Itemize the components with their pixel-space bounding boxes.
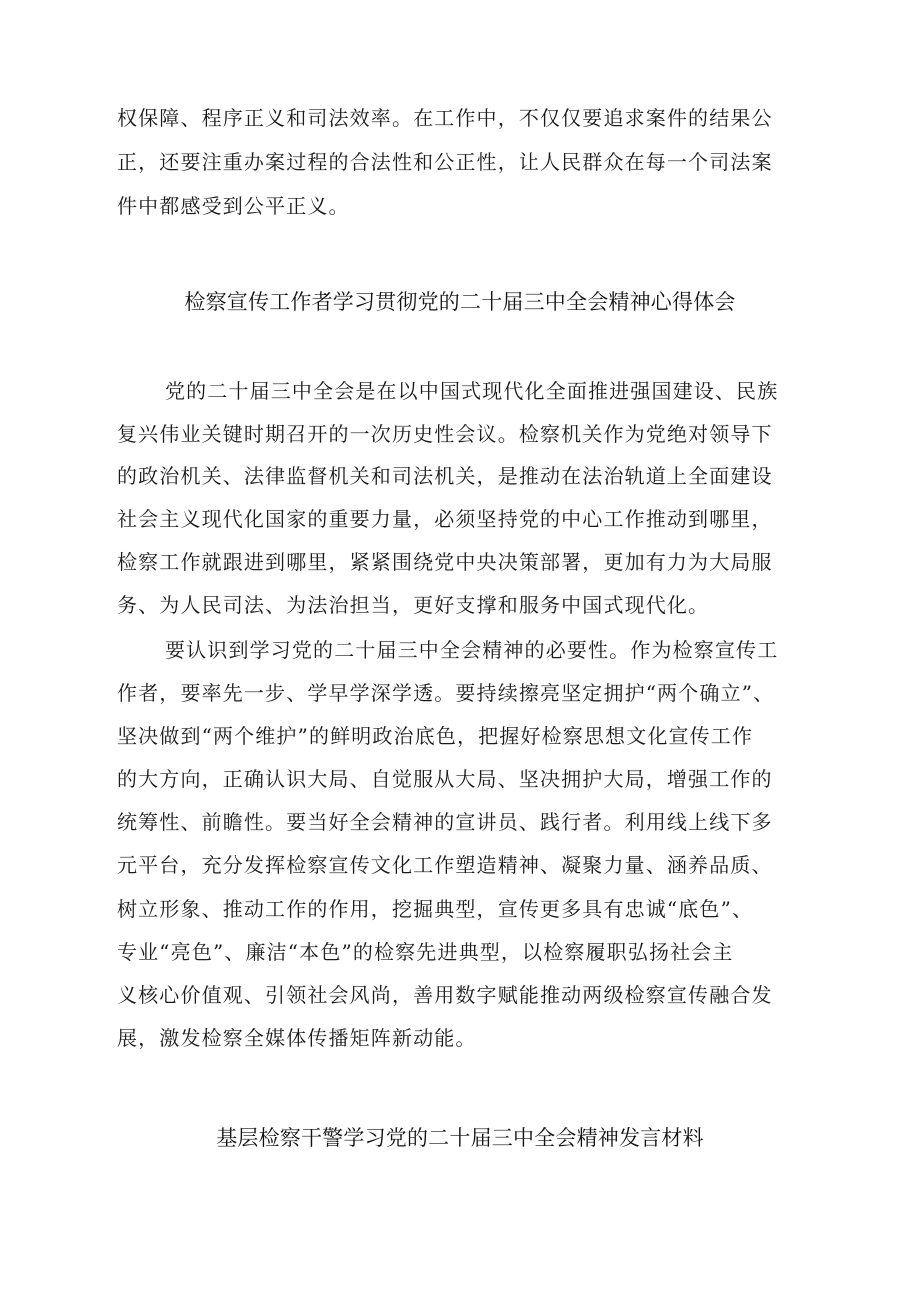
paragraph-2-line: 的大方向，正确认识大局、自觉服从大局、坚决拥护大局，增强工作的 (117, 767, 773, 791)
section-1-title: 检察宣传工作者学习贯彻党的二十届三中全会精神心得体会 (184, 290, 736, 314)
paragraph-1-line: 社会主义现代化国家的重要力量，必须坚持党的中心工作推动到哪里， (117, 507, 773, 531)
paragraph-2-line: 作者，要率先一步、学早学深学透。要持续擦亮坚定拥护“两个确立”、 (117, 681, 775, 705)
paragraph-1-line: 复兴伟业关键时期召开的一次历史性会议。检察机关作为党绝对领导下 (117, 422, 773, 446)
intro-text-line: 正，还要注重办案过程的合法性和公正性，让人民群众在每一个司法案 (117, 150, 773, 174)
section-2-title: 基层检察干警学习党的二十届三中全会精神发言材料 (216, 1126, 704, 1150)
paragraph-2-line: 要认识到学习党的二十届三中全会精神的必要性。作为检察宣传工 (165, 638, 779, 662)
paragraph-1-line: 党的二十届三中全会是在以中国式现代化全面推进强国建设、民族 (165, 379, 779, 403)
paragraph-2-line: 展，激发检察全媒体传播矩阵新动能。 (117, 1026, 477, 1050)
paragraph-2-line: 树立形象、推动工作的作用，挖掘典型，宣传更多具有忠诚“底色”、 (117, 897, 754, 921)
paragraph-2-line: 统筹性、前瞻性。要当好全会精神的宣讲员、践行者。利用线上线下多 (117, 810, 773, 834)
paragraph-2-line: 专业“亮色”、廉洁“本色”的检察先进典型，以检察履职弘扬社会主 (117, 940, 734, 964)
paragraph-1-line: 的政治机关、法律监督机关和司法机关，是推动在法治轨道上全面建设 (117, 464, 773, 488)
intro-text-line: 权保障、程序正义和司法效率。在工作中，不仅仅要追求案件的结果公 (117, 106, 773, 130)
paragraph-2-line: 坚决做到“两个维护”的鲜明政治底色，把握好检察思想文化宣传工作 (117, 724, 754, 748)
paragraph-2-line: 义核心价值观、引领社会风尚，善用数字赋能推动两级检察宣传融合发 (117, 983, 773, 1007)
intro-text-line: 件中都感受到公平正义。 (117, 194, 350, 218)
paragraph-1-line: 检察工作就跟进到哪里，紧紧围绕党中央决策部署，更加有力为大局服 (117, 550, 773, 574)
paragraph-1-line: 务、为人民司法、为法治担当，更好支撑和服务中国式现代化。 (117, 593, 710, 617)
paragraph-2-line: 元平台，充分发挥检察宣传文化工作塑造精神、凝聚力量、涵养品质、 (117, 853, 773, 877)
